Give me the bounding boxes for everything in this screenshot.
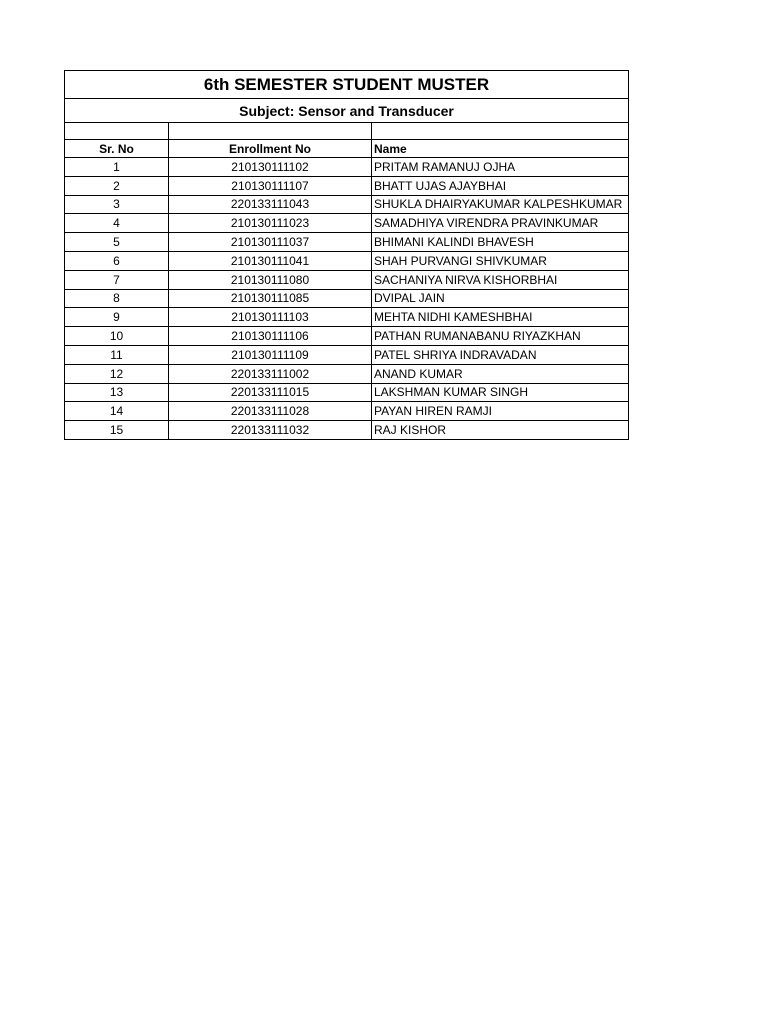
document-title: 6th SEMESTER STUDENT MUSTER <box>65 71 629 99</box>
blank-row <box>65 123 629 140</box>
enrollment-no-cell: 210130111107 <box>169 176 372 195</box>
student-name-cell: ANAND KUMAR <box>372 364 629 383</box>
enrollment-no-cell: 210130111106 <box>169 327 372 346</box>
enrollment-no-cell: 210130111023 <box>169 214 372 233</box>
student-name-cell: BHIMANI KALINDI BHAVESH <box>372 233 629 252</box>
sr-no-cell: 1 <box>65 158 169 177</box>
table-row <box>65 251 629 270</box>
table-row <box>65 158 629 177</box>
student-muster-table <box>64 70 629 440</box>
enrollment-no-cell: 210130111080 <box>169 270 372 289</box>
sr-no-cell: 9 <box>65 308 169 327</box>
student-name-cell: SHAH PURVANGI SHIVKUMAR <box>372 251 629 270</box>
enrollment-no-cell: 210130111103 <box>169 308 372 327</box>
sr-no-cell: 7 <box>65 270 169 289</box>
enrollment-no-cell: 220133111043 <box>169 195 372 214</box>
student-name-cell: BHATT UJAS AJAYBHAI <box>372 176 629 195</box>
enrollment-no-cell: 220133111028 <box>169 402 372 421</box>
table-row <box>65 176 629 195</box>
table-row <box>65 214 629 233</box>
title-row <box>65 71 629 99</box>
table-row <box>65 270 629 289</box>
header-name: Name <box>372 140 629 158</box>
sr-no-cell: 5 <box>65 233 169 252</box>
student-name-cell: SHUKLA DHAIRYAKUMAR KALPESHKUMAR <box>372 195 629 214</box>
sr-no-cell: 8 <box>65 289 169 308</box>
table-row <box>65 308 629 327</box>
sr-no-cell: 4 <box>65 214 169 233</box>
student-name-cell: DVIPAL JAIN <box>372 289 629 308</box>
sr-no-cell: 15 <box>65 421 169 440</box>
student-name-cell: PATHAN RUMANABANU RIYAZKHAN <box>372 327 629 346</box>
enrollment-no-cell: 210130111102 <box>169 158 372 177</box>
enrollment-no-cell: 210130111041 <box>169 251 372 270</box>
muster-table-body <box>65 71 629 440</box>
table-row <box>65 383 629 402</box>
table-row <box>65 364 629 383</box>
student-name-cell: SACHANIYA NIRVA KISHORBHAI <box>372 270 629 289</box>
table-row <box>65 327 629 346</box>
table-row <box>65 402 629 421</box>
enrollment-no-cell: 220133111002 <box>169 364 372 383</box>
header-sr-no: Sr. No <box>65 140 169 158</box>
student-name-cell: RAJ KISHOR <box>372 421 629 440</box>
enrollment-no-cell: 210130111037 <box>169 233 372 252</box>
enrollment-no-cell: 220133111032 <box>169 421 372 440</box>
student-name-cell: LAKSHMAN KUMAR SINGH <box>372 383 629 402</box>
student-name-cell: PATEL SHRIYA INDRAVADAN <box>372 345 629 364</box>
sr-no-cell: 13 <box>65 383 169 402</box>
sr-no-cell: 14 <box>65 402 169 421</box>
sr-no-cell: 12 <box>65 364 169 383</box>
student-name-cell: MEHTA NIDHI KAMESHBHAI <box>372 308 629 327</box>
student-name-cell: PAYAN HIREN RAMJI <box>372 402 629 421</box>
student-name-cell: PRITAM RAMANUJ OJHA <box>372 158 629 177</box>
sr-no-cell: 2 <box>65 176 169 195</box>
document-subtitle: Subject: Sensor and Transducer <box>65 99 629 123</box>
table-row <box>65 195 629 214</box>
student-name-cell: SAMADHIYA VIRENDRA PRAVINKUMAR <box>372 214 629 233</box>
blank-cell <box>372 123 629 140</box>
table-row <box>65 289 629 308</box>
column-header-row <box>65 140 629 158</box>
table-row <box>65 233 629 252</box>
enrollment-no-cell: 210130111109 <box>169 345 372 364</box>
sr-no-cell: 3 <box>65 195 169 214</box>
blank-cell <box>65 123 169 140</box>
enrollment-no-cell: 210130111085 <box>169 289 372 308</box>
sr-no-cell: 10 <box>65 327 169 346</box>
table-row <box>65 345 629 364</box>
enrollment-no-cell: 220133111015 <box>169 383 372 402</box>
sr-no-cell: 11 <box>65 345 169 364</box>
header-enrollment-no: Enrollment No <box>169 140 372 158</box>
blank-cell <box>169 123 372 140</box>
subtitle-row <box>65 99 629 123</box>
table-row <box>65 421 629 440</box>
sr-no-cell: 6 <box>65 251 169 270</box>
